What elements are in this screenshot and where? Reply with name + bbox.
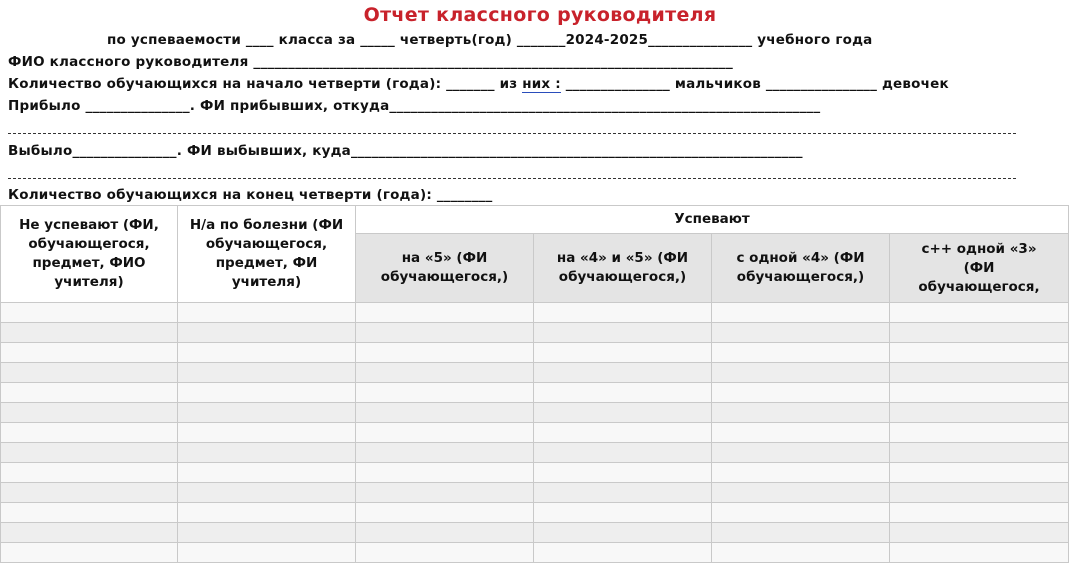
table-row: [1, 423, 1069, 443]
table-cell[interactable]: [356, 423, 534, 443]
table-cell[interactable]: [356, 403, 534, 423]
table-cell[interactable]: [890, 403, 1069, 423]
table-cell[interactable]: [712, 463, 890, 483]
table-cell[interactable]: [890, 303, 1069, 323]
table-cell[interactable]: [178, 543, 356, 563]
header-failing: Не успевают (ФИ, обучающегося, предмет, ФИО учителя): [1, 206, 178, 303]
table-cell[interactable]: [1, 323, 178, 343]
table-cell[interactable]: [1, 383, 178, 403]
table-cell[interactable]: [178, 303, 356, 323]
table-cell[interactable]: [534, 403, 712, 423]
table-cell[interactable]: [890, 383, 1069, 403]
table-cell[interactable]: [890, 483, 1069, 503]
table-cell[interactable]: [1, 443, 178, 463]
header-succeeding: Успевают: [356, 206, 1069, 234]
table-cell[interactable]: [356, 303, 534, 323]
table-cell[interactable]: [178, 503, 356, 523]
table-row: [1, 303, 1069, 323]
table-cell[interactable]: [1, 463, 178, 483]
table-cell[interactable]: [534, 543, 712, 563]
table-cell[interactable]: [1, 503, 178, 523]
table-cell[interactable]: [356, 323, 534, 343]
table-cell[interactable]: [178, 483, 356, 503]
header-grade-4-5: на «4» и «5» (ФИ обучающегося,): [534, 234, 712, 303]
table-cell[interactable]: [712, 483, 890, 503]
table-cell[interactable]: [356, 483, 534, 503]
header-grade-5: на «5» (ФИ обучающегося,): [356, 234, 534, 303]
table-row: [1, 503, 1069, 523]
table-cell[interactable]: [890, 363, 1069, 383]
table-cell[interactable]: [1, 543, 178, 563]
table-cell[interactable]: [712, 543, 890, 563]
header-one-3: с++ одной «3» (ФИ обучающегося,: [890, 234, 1069, 303]
table-row: [1, 363, 1069, 383]
header-line-teacher: ФИО классного руководителя _____________________________________________________________________: [8, 54, 733, 70]
table-cell[interactable]: [178, 343, 356, 363]
count-start-gender: _______________ мальчиков ________________ девочек: [560, 76, 949, 92]
table-cell[interactable]: [1, 403, 178, 423]
table-cell[interactable]: [712, 423, 890, 443]
table-cell[interactable]: [534, 423, 712, 443]
them-link[interactable]: них :: [522, 76, 561, 92]
blank-line-left: [8, 178, 1016, 179]
table-row: [1, 323, 1069, 343]
table-cell[interactable]: [712, 323, 890, 343]
header-line-progress: по успеваемости ____ класса за _____ четверть(год) _______2024-2025_______________ учебного года: [107, 32, 873, 48]
table-cell[interactable]: [712, 383, 890, 403]
table-cell[interactable]: [178, 443, 356, 463]
table-cell[interactable]: [712, 403, 890, 423]
table-row: [1, 483, 1069, 503]
table-row: [1, 383, 1069, 403]
table-cell[interactable]: [890, 423, 1069, 443]
table-cell[interactable]: [1, 363, 178, 383]
header-line-arrived: Прибыло _______________. ФИ прибывших, откуда______________________________________________________________: [8, 98, 821, 114]
report-title: Отчет классного руководителя: [363, 4, 717, 26]
table-cell[interactable]: [1, 423, 178, 443]
table-cell[interactable]: [178, 463, 356, 483]
table-cell[interactable]: [178, 523, 356, 543]
table-cell[interactable]: [534, 303, 712, 323]
table-cell[interactable]: [534, 363, 712, 383]
table-row: [1, 343, 1069, 363]
table-cell[interactable]: [356, 503, 534, 523]
table-cell[interactable]: [712, 343, 890, 363]
table-cell[interactable]: [356, 463, 534, 483]
header-line-left: Выбыло_______________. ФИ выбывших, куда_________________________________________________________________: [8, 143, 803, 159]
table-row: [1, 543, 1069, 563]
table-cell[interactable]: [1, 483, 178, 503]
table-cell[interactable]: [890, 543, 1069, 563]
table-cell[interactable]: [178, 323, 356, 343]
table-row: [1, 523, 1069, 543]
table-cell[interactable]: [534, 463, 712, 483]
table-cell[interactable]: [534, 523, 712, 543]
count-start-text: Количество обучающихся на начало четверти (года): _______ из: [8, 76, 523, 92]
blank-line-arrived: [8, 133, 1016, 134]
table-cell[interactable]: [890, 323, 1069, 343]
table-cell[interactable]: [890, 523, 1069, 543]
table-cell[interactable]: [712, 363, 890, 383]
table-cell[interactable]: [356, 343, 534, 363]
table-cell[interactable]: [534, 503, 712, 523]
table-cell[interactable]: [356, 383, 534, 403]
table-cell[interactable]: [178, 363, 356, 383]
header-one-4: с одной «4» (ФИ обучающегося,): [712, 234, 890, 303]
table-cell[interactable]: [712, 503, 890, 523]
table-cell[interactable]: [712, 443, 890, 463]
table-cell[interactable]: [890, 443, 1069, 463]
table-cell[interactable]: [356, 543, 534, 563]
table-cell[interactable]: [1, 523, 178, 543]
table-cell[interactable]: [356, 443, 534, 463]
table-cell[interactable]: [890, 343, 1069, 363]
table-cell[interactable]: [712, 523, 890, 543]
table-cell[interactable]: [534, 343, 712, 363]
table-cell[interactable]: [534, 443, 712, 463]
table-cell[interactable]: [890, 463, 1069, 483]
header-line-count-end: Количество обучающихся на конец четверти (года): ________: [8, 187, 493, 203]
table-cell[interactable]: [356, 523, 534, 543]
table-cell[interactable]: [534, 323, 712, 343]
table-cell[interactable]: [534, 383, 712, 403]
table-row: [1, 443, 1069, 463]
header-line-count-start: [8, 76, 949, 92]
table-cell[interactable]: [712, 303, 890, 323]
table-cell[interactable]: [178, 423, 356, 443]
header-sick: Н/а по болезни (ФИ обучающегося, предмет, ФИ учителя): [178, 206, 356, 303]
table-cell[interactable]: [356, 363, 534, 383]
report-table: [0, 205, 1069, 563]
table-cell[interactable]: [534, 483, 712, 503]
table-cell[interactable]: [178, 403, 356, 423]
table-cell[interactable]: [1, 303, 178, 323]
table-row: [1, 403, 1069, 423]
table-cell[interactable]: [1, 343, 178, 363]
table-cell[interactable]: [890, 503, 1069, 523]
table-row: [1, 463, 1069, 483]
table-cell[interactable]: [178, 383, 356, 403]
